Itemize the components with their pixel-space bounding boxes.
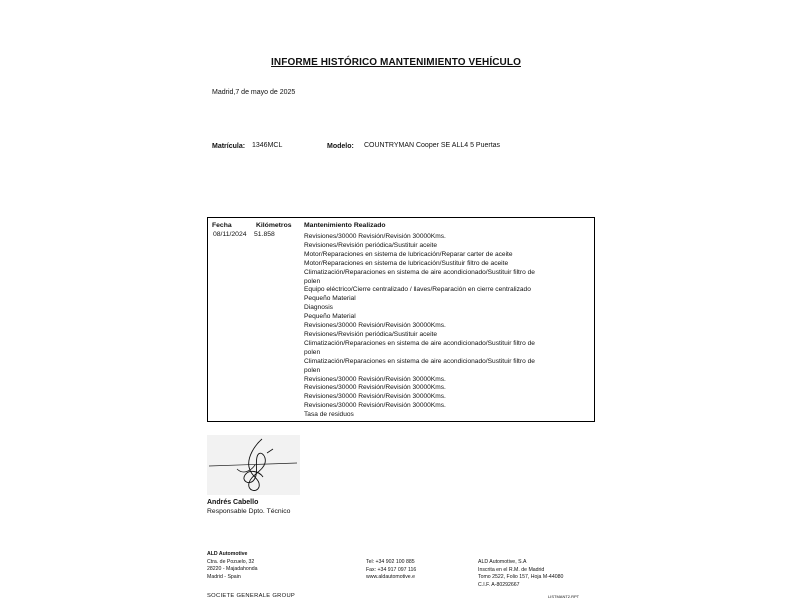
- footer-legal: [478, 559, 563, 589]
- footer-legal-line3: Tomo 2522, Folio 157, Hoja M-44080: [478, 574, 564, 581]
- footer-code: LISTMANT2.RPT: [548, 594, 580, 599]
- footer-legal-line1: ALD Automotive, S.A: [478, 559, 527, 565]
- maintenance-line: Pequeño Material: [304, 313, 356, 321]
- maintenance-line: Revisiones/30000 Revisión/Revisión 30000Kms.: [304, 393, 446, 401]
- maintenance-line: Revisiones/30000 Revisión/Revisión 30000Kms.: [304, 384, 446, 392]
- report-title: INFORME HISTÓRICO MANTENIMIENTO VEHÍCULO: [271, 57, 521, 68]
- maintenance-line: Motor/Reparaciones en sistema de lubricación/Sustituir filtro de aceite: [304, 259, 509, 267]
- maintenance-line: Pequeño Material: [304, 295, 356, 303]
- plate-label: Matrícula:: [212, 143, 246, 150]
- maintenance-line: polen: [304, 348, 321, 356]
- maintenance-line: Revisiones/Revisión periódica/Sustituir aceite: [304, 330, 438, 338]
- row-date: 08/11/2024: [213, 231, 247, 238]
- maintenance-line: Equipo eléctrico/Cierre centralizado / llaves/Reparación en cierre centralizado: [304, 286, 531, 294]
- maintenance-line: Revisiones/30000 Revisión/Revisión 30000Kms.: [304, 322, 446, 330]
- footer-contact: [366, 559, 416, 582]
- maintenance-line: Revisiones/30000 Revisión/Revisión 30000Kms.: [304, 375, 446, 383]
- footer-address-line3: Madrid - Spain: [207, 573, 241, 580]
- maintenance-lines: [304, 233, 589, 420]
- maintenance-line: Revisiones/30000 Revisión/Revisión 30000Kms.: [304, 402, 446, 410]
- footer-fax: Fax: +34 917 097 116: [366, 566, 417, 573]
- footer-web-link[interactable]: www.aldautomotive.e: [366, 574, 416, 581]
- footer-address: [207, 551, 257, 581]
- footer-address-line1: Ctra. de Pozuelo, 32: [207, 558, 255, 565]
- maintenance-line: polen: [304, 366, 321, 374]
- header-date: Fecha: [212, 222, 232, 229]
- header-work: Mantenimiento Realizado: [304, 222, 386, 229]
- footer-legal-line4: C.I.F. A-80292667: [478, 581, 520, 588]
- maintenance-line: Revisiones/30000 Revisión/Revisión 30000Kms.: [304, 233, 446, 240]
- maintenance-line: Diagnosis: [304, 304, 333, 312]
- signature-scribble-icon: [207, 435, 300, 495]
- footer-tel: Tel: +34 902 100 885: [366, 559, 415, 565]
- signer-name: Andrés Cabello: [207, 499, 259, 506]
- maintenance-line: Climatización/Reparaciones en sistema de aire acondicionado/Sustituir filtro de: [304, 339, 535, 347]
- report-date: Madrid,7 de mayo de 2025: [212, 89, 296, 96]
- maintenance-line: Revisiones/Revisión periódica/Sustituir aceite: [304, 241, 438, 249]
- plate-value: 1346MCL: [252, 142, 283, 149]
- footer-group: SOCIETE GENERALE GROUP: [207, 593, 296, 599]
- model-label: Modelo:: [327, 143, 354, 150]
- maintenance-line: Motor/Reparaciones en sistema de lubricación/Reparar carter de aceite: [304, 250, 513, 258]
- maintenance-line: Tasa de residuos: [304, 411, 354, 419]
- footer-address-line2: 28220 - Majadahonda: [207, 566, 258, 573]
- model-value: COUNTRYMAN Cooper SE ALL4 5 Puertas: [364, 142, 501, 149]
- row-km: 51.858: [254, 231, 275, 238]
- footer-legal-line2: Inscrita en el R.M. de Madrid: [478, 566, 545, 573]
- maintenance-line: polen: [304, 277, 321, 285]
- signer-role: Responsable Dpto. Técnico: [207, 508, 291, 515]
- maintenance-line: Climatización/Reparaciones en sistema de aire acondicionado/Sustituir filtro de: [304, 357, 535, 365]
- header-km: Kilómetros: [256, 222, 292, 229]
- signature-image: [207, 435, 300, 495]
- maintenance-line: Climatización/Reparaciones en sistema de aire acondicionado/Sustituir filtro de: [304, 268, 535, 276]
- footer-company: ALD Automotive: [207, 551, 248, 557]
